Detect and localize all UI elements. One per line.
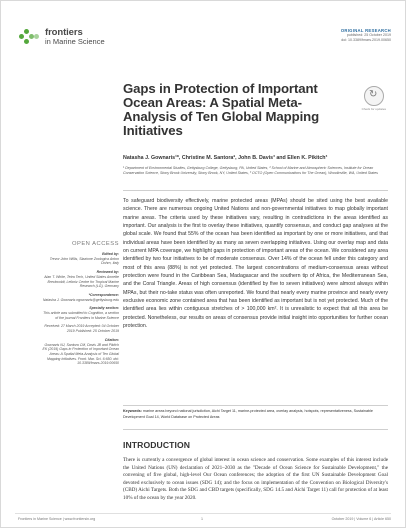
divider xyxy=(123,190,388,191)
footer-issue-text: October 2019 | Volume 6 | Article 650 xyxy=(331,517,391,521)
abstract: To safeguard biodiversity effectively, marine protected areas (MPAs) should be sited using the best available science. There are numerous ongoing United Nations and non-governmental initiatives to map globally important marine areas. The criteria used by these initiatives vary, resulting in contradictions in the areas identified as important. Our analysis is the first to overlay these initiatives, quantify consensus, and conduct gap analyses at the global scale. We found that 55% of the ocean has been identified as important by one or more initiatives, and that individual areas have been identified by as many as seven overlapping initiatives. Using our overlay map and data on current MPA coverage, we highlight gaps in protection of important areas of the ocean. We considered any area identified by two four initiatives to be of moderate consensus. Over 14% of the ocean fell under this category and most of this area (88%) is not yet protected. The largest concentrations of medium-consensus areas without protection were found in the Caribbean Sea, Madagascar and the southern tip of Africa, the Mediterranean Sea, and the Coral Triangle. Areas of high consensus (identified by five to seven initiatives) were almost always within MPAs, but their no-take status was often unreported. We found that nearly every marine province and nearly every exclusive economic zone contained area that has been identified as important but is not yet protected. Much of the identified area lies within contiguous stretches of > 100,000 km². It is unrealistic to expect that all this area be protected. Nonetheless, our results on areas of consensus provide initial insight into opportunities for further ocean protection. xyxy=(123,198,388,330)
introduction-text: There is currently a convergence of global interest in ocean science and conservation. Some examples of this interest include the United Nations (UN) declaration of 2021–2030 as the "Decade of Ocean Science for Sustainable Development," the convening of five global, high-level Our Ocean conferences; the adoption of the first UN Sustainable Development Goal devoted exclusively to ocean issues (SDG 14); and the focus on implementation of the Convention on Biological Diversity's (CBD) Aichi Targets. Both the SDG and CBD targets (specifically, SDG 14.5 and Aichi Target 11) call for protection of at least 10% of the ocean by the year 2020. xyxy=(123,457,388,501)
doi[interactable]: doi: 10.3389/fmars.2019.00650 xyxy=(341,38,391,42)
introduction-heading: INTRODUCTION xyxy=(123,440,191,450)
correspondence-heading: *Correspondence: xyxy=(88,292,119,297)
check-updates-label: Check for updates xyxy=(361,107,386,111)
author-list: Natasha J. Gownaris¹*, Christine M. Santora², John B. Davis³ and Ellen K. Pikitch³ xyxy=(123,155,328,161)
reviewed-by-heading: Reviewed by: xyxy=(96,270,119,275)
frontiers-logo-icon xyxy=(19,29,41,45)
divider xyxy=(123,405,388,406)
keywords xyxy=(123,409,388,421)
citation-heading: Citation: xyxy=(104,337,119,342)
sidebar-metadata xyxy=(41,241,119,370)
specialty-section: This article was submitted to Cognition, a section of the journal Frontiers in Marine Science xyxy=(43,311,119,320)
check-updates-icon: ↻ xyxy=(369,89,378,100)
footer-issue xyxy=(332,517,391,521)
affiliations: ¹ Department of Environmental Studies, Gettysburg College, Gettysburg, PA, United States, ² School of Marine and Atmospheric Sciences, Institute for Ocean Conservation Science, Stony Brook University, Stony Brook, NY, United States, ³ OCTO (Open Communications for The Ocean), Woodinville, WA, United States xyxy=(123,166,378,175)
article-title: Gaps in Protection of Important Ocean Areas: A Spatial Meta-Analysis of Ten Global Mapping Initiatives xyxy=(123,81,320,138)
article-meta xyxy=(341,28,391,43)
article-dates: Received: 27 March 2019 Accepted: 04 October 2019 Published: 25 October 2019 xyxy=(44,324,119,334)
journal-logo xyxy=(19,28,105,46)
citation: Gownaris NJ, Santora CM, Davis JB and Pikitch EK (2019) Gaps in Protection of Important Ocean Areas: A Spatial Meta-Analysis of Ten Global Mapping Initiatives. Front. Mar. Sci. 6:650. doi: 10.3389/fmars.2019.00650 xyxy=(42,342,119,366)
correspondence[interactable]: Natasha J. Gownaris ngownaris@gettysburg.edu xyxy=(42,297,119,302)
logo-journal-name: in Marine Science xyxy=(45,37,105,46)
footer-journal[interactable]: Frontiers in Marine Science | www.frontiersin.org xyxy=(18,517,96,521)
divider xyxy=(123,429,388,430)
open-access-label: OPEN ACCESS xyxy=(71,241,119,247)
specialty-heading: Specialty section: xyxy=(89,306,119,311)
keywords-label: Keywords: xyxy=(123,409,142,413)
article-type: ORIGINAL RESEARCH xyxy=(340,28,391,33)
edited-by-heading: Edited by: xyxy=(102,252,119,256)
page-number: 1 xyxy=(201,517,203,521)
footer-divider xyxy=(15,513,391,514)
reviewed-by: Alan T. White, Tetra Tech, United States Annette Breckwoldt, Leibniz Centre for Tropical Marine Research (LG), Germany xyxy=(44,274,119,289)
check-for-updates-button[interactable] xyxy=(364,86,384,106)
keywords-text: marine areas beyond national jurisdiction, Aichi Target 11, marine-protected area, overlay analysis, hotspots, representativeness, Sustainable Development Goal 14, World Database on Protected Areas xyxy=(123,409,373,419)
published-date: published: 25 October 2019 xyxy=(346,33,391,37)
logo-wordmark: frontiers xyxy=(45,27,83,38)
edited-by: Trevor John Willis, Stazione Zoologica Anton Dohrn, Italy xyxy=(49,256,119,266)
